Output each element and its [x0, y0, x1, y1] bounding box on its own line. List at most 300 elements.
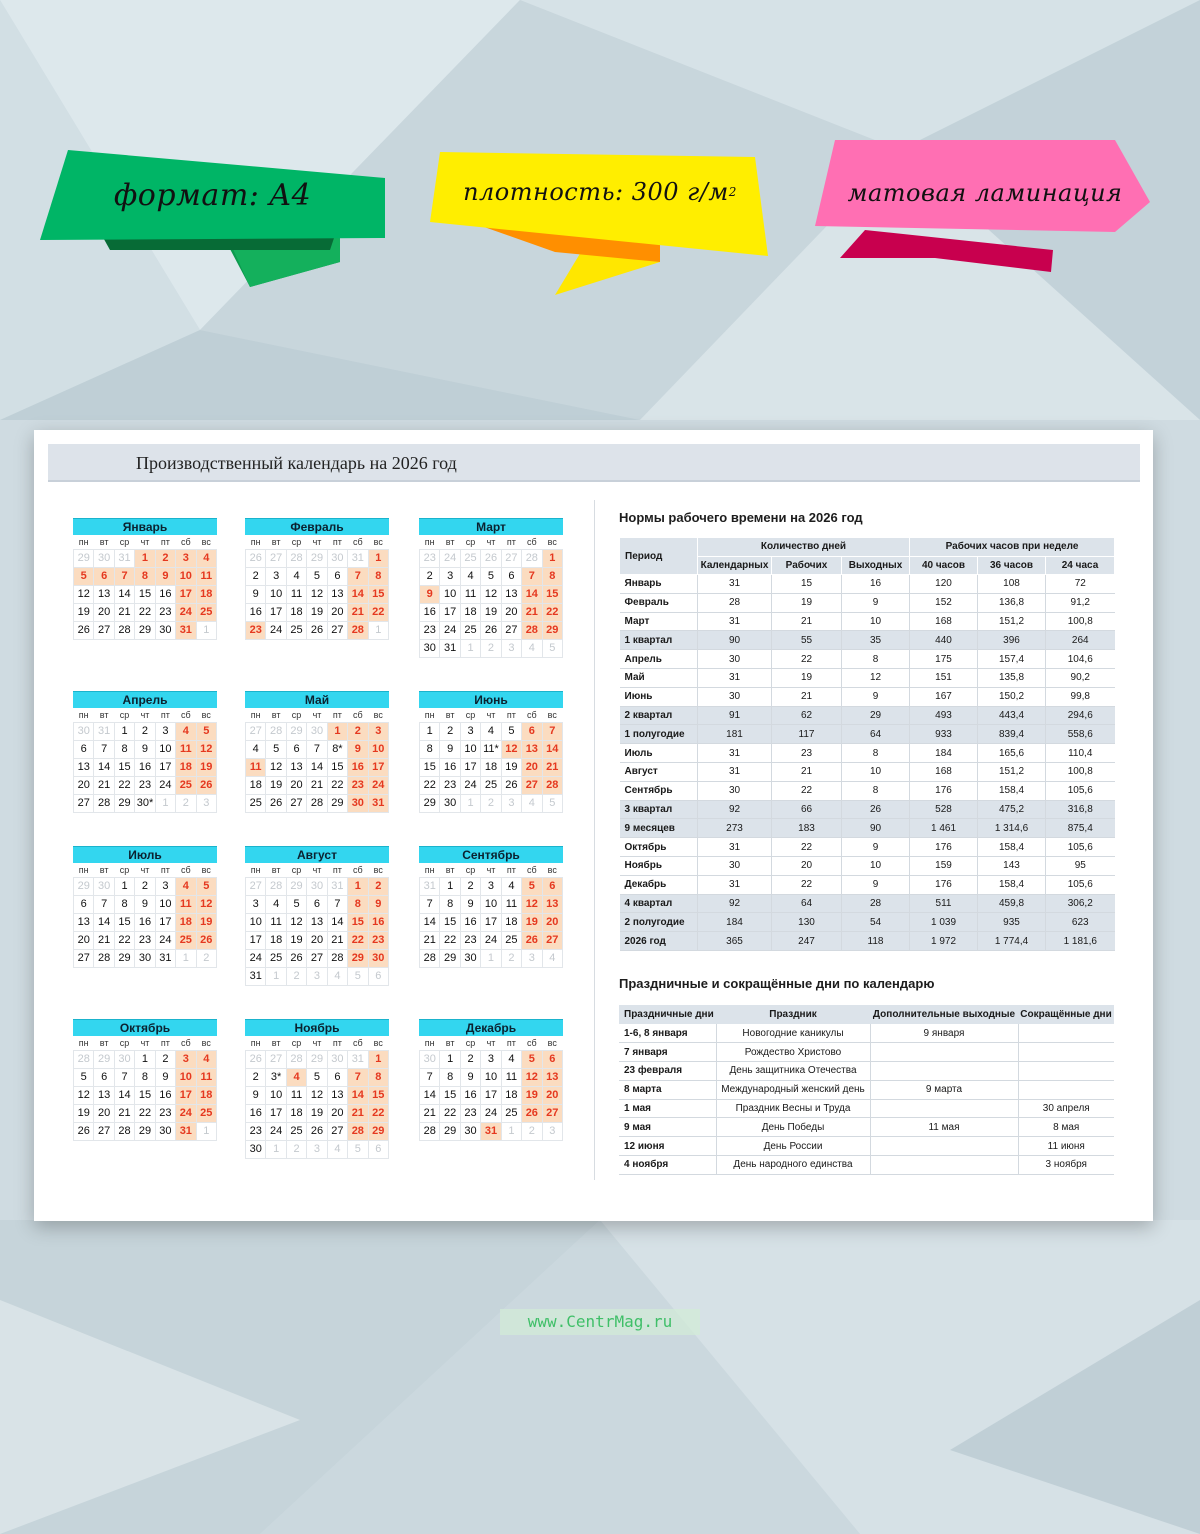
day-cell: 5: [196, 722, 216, 740]
day-cell: 7: [94, 740, 114, 758]
weekday-label: ср: [465, 1037, 476, 1048]
table-cell: 528: [910, 800, 978, 819]
day-cell: 18: [246, 776, 266, 794]
month-title: Август: [245, 846, 389, 863]
day-cell: 13: [94, 585, 114, 603]
table-cell: 3 ноября: [1018, 1156, 1114, 1175]
weekday-label: вт: [271, 864, 281, 875]
day-cell: 26: [266, 794, 286, 812]
week-row: [246, 758, 389, 776]
weekday-label: сб: [526, 1037, 537, 1048]
table-cell: 20: [772, 856, 842, 875]
week-row: [74, 895, 217, 913]
month-title: Май: [245, 691, 389, 708]
day-cell: 29: [307, 549, 327, 567]
density-superscript: 2: [728, 185, 737, 199]
day-cell: 11: [286, 1086, 306, 1104]
day-cell: 12: [196, 895, 216, 913]
weekday-label: чт: [140, 864, 150, 875]
day-cell: 5: [481, 567, 501, 585]
weekday-label: ср: [465, 536, 476, 547]
week-row: [74, 621, 217, 639]
table-cell: День России: [716, 1137, 870, 1156]
day-cell: 27: [501, 549, 521, 567]
weekday-label: сб: [352, 1037, 363, 1048]
day-cell: 19: [286, 931, 306, 949]
table-cell: 1 полугодие: [620, 725, 698, 744]
week-row: [74, 603, 217, 621]
weekday-label: вс: [547, 1037, 557, 1048]
day-cell: 2: [440, 722, 460, 740]
day-cell: 4: [481, 722, 501, 740]
day-cell: 18: [196, 1086, 216, 1104]
weekday-label: вт: [271, 1037, 281, 1048]
day-cell: 4: [522, 639, 542, 657]
table-cell: День Победы: [716, 1118, 870, 1137]
day-cell: 22: [348, 931, 368, 949]
table-cell: Международный женский день: [716, 1080, 870, 1099]
day-cell: 7: [94, 895, 114, 913]
day-cell: 19: [74, 1104, 94, 1122]
table-row: [619, 1062, 1114, 1081]
day-cell: 29: [286, 877, 306, 895]
day-cell: 17: [368, 758, 388, 776]
month-december: [419, 1019, 563, 1141]
working-time-norms-table: [619, 537, 1115, 951]
table-cell: 183: [772, 819, 842, 838]
table-cell: 19: [772, 593, 842, 612]
table-cell: 247: [772, 932, 842, 951]
day-cell: 22: [114, 776, 134, 794]
table-cell: 1-6, 8 января: [619, 1024, 716, 1043]
day-cell: 25: [246, 794, 266, 812]
day-cell: 15: [368, 1086, 388, 1104]
day-cell: 7: [114, 1068, 134, 1086]
table-cell: 1 972: [910, 932, 978, 951]
day-cell: 25: [196, 1104, 216, 1122]
table-cell: 91,2: [1046, 593, 1115, 612]
week-row: [246, 794, 389, 812]
table-cell: 92: [698, 800, 772, 819]
table-row: [620, 838, 1115, 857]
table-cell: 21: [772, 762, 842, 781]
week-row: [420, 913, 563, 931]
day-cell: 26: [307, 1122, 327, 1140]
month-title: Март: [419, 518, 563, 535]
day-cell: 19: [74, 603, 94, 621]
day-cell: 14: [522, 585, 542, 603]
weekday-label: пт: [506, 864, 516, 875]
day-cell: 19: [501, 758, 521, 776]
table-row: [619, 1156, 1114, 1175]
day-cell: 30: [155, 1122, 175, 1140]
week-row: [420, 758, 563, 776]
weekday-label: ср: [465, 864, 476, 875]
day-cell: 27: [94, 621, 114, 639]
day-cell: 20: [501, 603, 521, 621]
table-row: [620, 575, 1115, 594]
day-cell: 4: [327, 1140, 347, 1158]
day-cell: 13: [327, 585, 347, 603]
table-cell: 4 квартал: [620, 894, 698, 913]
day-cell: 8: [348, 895, 368, 913]
month-grid: [245, 1036, 389, 1159]
table-row: [619, 1118, 1114, 1137]
day-cell: 29: [348, 949, 368, 967]
day-cell: 3: [481, 1050, 501, 1068]
day-cell: 2: [135, 877, 155, 895]
table-cell: 316,8: [1046, 800, 1115, 819]
table-cell: Февраль: [620, 593, 698, 612]
table-cell: 181: [698, 725, 772, 744]
lamination-banner: [815, 140, 1155, 275]
weekday-label: вт: [445, 1037, 455, 1048]
week-row: [246, 585, 389, 603]
day-cell: 17: [155, 913, 175, 931]
day-cell: 14: [348, 585, 368, 603]
day-cell: 17: [481, 1086, 501, 1104]
table-cell: 31: [698, 762, 772, 781]
day-cell: 23: [420, 621, 440, 639]
day-cell: 27: [266, 1050, 286, 1068]
day-cell: 28: [327, 949, 347, 967]
column-header: Праздник: [716, 1005, 870, 1024]
table-cell: 117: [772, 725, 842, 744]
week-row: [420, 949, 563, 967]
table-cell: 475,2: [978, 800, 1046, 819]
weekday-label: ср: [119, 536, 130, 547]
day-cell: 16: [460, 913, 480, 931]
day-cell: 3: [196, 794, 216, 812]
table-row: [620, 932, 1115, 951]
week-row: [74, 722, 217, 740]
week-row: [246, 895, 389, 913]
table-cell: 396: [978, 631, 1046, 650]
day-cell: 27: [74, 949, 94, 967]
day-cell: 10: [266, 1086, 286, 1104]
day-cell: 17: [460, 758, 480, 776]
week-row: [246, 1140, 389, 1158]
month-grid: [73, 535, 217, 640]
weekday-label: пт: [506, 1037, 516, 1048]
table-cell: Июнь: [620, 687, 698, 706]
day-cell: 3: [155, 877, 175, 895]
weekday-label: вс: [201, 864, 211, 875]
day-cell: 14: [114, 1086, 134, 1104]
day-cell: 19: [196, 913, 216, 931]
day-cell: 9: [460, 895, 480, 913]
week-row: [246, 967, 389, 985]
day-cell: 18: [196, 585, 216, 603]
norms-title: Нормы рабочего времени на 2026 год: [619, 510, 863, 525]
table-cell: 95: [1046, 856, 1115, 875]
table-row: [620, 593, 1115, 612]
day-cell: 25: [286, 621, 306, 639]
day-cell: 5: [74, 1068, 94, 1086]
day-cell: 27: [286, 794, 306, 812]
day-cell: 19: [307, 603, 327, 621]
day-cell: 26: [522, 1104, 542, 1122]
table-cell: [870, 1156, 1018, 1175]
table-row: [620, 913, 1115, 932]
month-august: [245, 846, 389, 986]
day-cell: 7: [307, 740, 327, 758]
table-cell: 8: [842, 781, 910, 800]
day-cell: 5: [501, 722, 521, 740]
day-cell: 25: [176, 931, 196, 949]
week-row: [74, 1086, 217, 1104]
day-cell: 8: [368, 567, 388, 585]
table-cell: [870, 1062, 1018, 1081]
table-cell: 31: [698, 612, 772, 631]
week-row: [74, 567, 217, 585]
table-cell: 100,8: [1046, 612, 1115, 631]
week-row: [246, 1104, 389, 1122]
day-cell: 27: [94, 1122, 114, 1140]
day-cell: 14: [327, 913, 347, 931]
month-grid: [73, 863, 217, 968]
day-cell: 20: [94, 603, 114, 621]
weekday-row: [420, 863, 563, 877]
weekday-label: сб: [352, 709, 363, 720]
table-row: [620, 612, 1115, 631]
table-cell: 22: [772, 650, 842, 669]
table-cell: 29: [842, 706, 910, 725]
day-cell: 12: [481, 585, 501, 603]
day-cell: 3: [368, 722, 388, 740]
table-cell: 62: [772, 706, 842, 725]
day-cell: 13: [542, 895, 562, 913]
day-cell: 9: [135, 740, 155, 758]
day-cell: 3: [266, 567, 286, 585]
week-row: [420, 794, 563, 812]
month-grid: [419, 708, 563, 813]
day-cell: 21: [420, 1104, 440, 1122]
day-cell: 1: [348, 877, 368, 895]
weekday-label: чт: [312, 536, 322, 547]
weekday-label: сб: [526, 709, 537, 720]
week-row: [246, 877, 389, 895]
day-cell: 6: [327, 567, 347, 585]
day-cell: 16: [368, 913, 388, 931]
day-cell: 3*: [266, 1068, 286, 1086]
day-cell: 15: [348, 913, 368, 931]
day-cell: 31: [155, 949, 175, 967]
table-cell: 935: [978, 913, 1046, 932]
table-cell: 15: [772, 575, 842, 594]
table-cell: 1 461: [910, 819, 978, 838]
day-cell: 4: [196, 1050, 216, 1068]
day-cell: 3: [522, 949, 542, 967]
day-cell: 5: [266, 740, 286, 758]
table-cell: [870, 1043, 1018, 1062]
day-cell: 15: [440, 1086, 460, 1104]
table-row: [620, 668, 1115, 687]
column-header: Дополнительные выходные: [870, 1005, 1018, 1024]
day-cell: 11: [501, 1068, 521, 1086]
table-row: [620, 800, 1115, 819]
week-row: [246, 549, 389, 567]
day-cell: 14: [420, 913, 440, 931]
column-header: Праздничные дни: [619, 1005, 716, 1024]
weekday-label: вт: [99, 1037, 109, 1048]
day-cell: 3: [501, 639, 521, 657]
day-cell: 5: [542, 639, 562, 657]
table-cell: 23 февраля: [619, 1062, 716, 1081]
day-cell: 2: [481, 639, 501, 657]
day-cell: 20: [74, 931, 94, 949]
day-cell: 8: [114, 895, 134, 913]
day-cell: 4: [542, 949, 562, 967]
day-cell: 6: [542, 1050, 562, 1068]
day-cell: 6: [368, 967, 388, 985]
day-cell: 1: [266, 1140, 286, 1158]
day-cell: 3: [501, 794, 521, 812]
weekday-label: чт: [486, 864, 496, 875]
table-cell: Август: [620, 762, 698, 781]
day-cell: 13: [307, 913, 327, 931]
day-cell: 28: [348, 1122, 368, 1140]
day-cell: 3: [307, 1140, 327, 1158]
month-february: [245, 518, 389, 640]
table-cell: 167: [910, 687, 978, 706]
table-cell: 64: [842, 725, 910, 744]
table-cell: 264: [1046, 631, 1115, 650]
day-cell: 1: [196, 1122, 216, 1140]
table-cell: 90: [698, 631, 772, 650]
day-cell: 29: [74, 877, 94, 895]
norms-body: [620, 575, 1115, 951]
table-cell: 21: [772, 612, 842, 631]
header-24-hours: 24 часа: [1046, 556, 1115, 575]
table-cell: Ноябрь: [620, 856, 698, 875]
day-cell: 28: [74, 1050, 94, 1068]
day-cell: 11: [266, 913, 286, 931]
table-cell: [1018, 1024, 1114, 1043]
table-cell: 273: [698, 819, 772, 838]
week-row: [420, 722, 563, 740]
day-cell: 18: [460, 603, 480, 621]
day-cell: 30: [420, 639, 440, 657]
weekday-row: [420, 708, 563, 722]
table-cell: 22: [772, 781, 842, 800]
weekday-label: ср: [119, 864, 130, 875]
day-cell: 28: [420, 949, 440, 967]
header-calendar-days: Календарных: [698, 556, 772, 575]
month-april: [73, 691, 217, 813]
day-cell: 24: [176, 1104, 196, 1122]
day-cell: 22: [135, 603, 155, 621]
header-period: Период: [620, 538, 698, 575]
day-cell: 21: [94, 931, 114, 949]
day-cell: 20: [542, 1086, 562, 1104]
table-cell: 8: [842, 650, 910, 669]
day-cell: 23: [155, 1104, 175, 1122]
table-cell: [1018, 1043, 1114, 1062]
holidays-table: [619, 1005, 1114, 1175]
table-cell: 839,4: [978, 725, 1046, 744]
table-cell: 151,2: [978, 762, 1046, 781]
day-cell: 4: [286, 567, 306, 585]
day-cell: 8*: [327, 740, 347, 758]
day-cell: 10: [440, 585, 460, 603]
weekday-label: вт: [99, 864, 109, 875]
day-cell: 15: [327, 758, 347, 776]
day-cell: 30: [246, 1140, 266, 1158]
table-cell: 55: [772, 631, 842, 650]
day-cell: 23: [420, 549, 440, 567]
week-row: [74, 758, 217, 776]
day-cell: 26: [246, 1050, 266, 1068]
day-cell: 2: [286, 1140, 306, 1158]
table-cell: 110,4: [1046, 744, 1115, 763]
day-cell: 27: [307, 949, 327, 967]
month-grid: [245, 863, 389, 986]
table-cell: 105,6: [1046, 838, 1115, 857]
week-row: [246, 740, 389, 758]
day-cell: 4: [176, 877, 196, 895]
day-cell: 2: [155, 1050, 175, 1068]
day-cell: 10: [481, 1068, 501, 1086]
day-cell: 9: [246, 1086, 266, 1104]
weekday-label: пн: [78, 709, 89, 720]
day-cell: 11: [460, 585, 480, 603]
table-cell: День народного единства: [716, 1156, 870, 1175]
table-cell: 440: [910, 631, 978, 650]
table-row: [620, 894, 1115, 913]
day-cell: 12: [196, 740, 216, 758]
day-cell: 30: [307, 722, 327, 740]
weekday-label: чт: [486, 709, 496, 720]
week-row: [74, 1068, 217, 1086]
weekday-label: вс: [373, 864, 383, 875]
day-cell: 7: [348, 1068, 368, 1086]
day-cell: 23: [135, 931, 155, 949]
table-cell: 158,4: [978, 875, 1046, 894]
day-cell: 1: [460, 639, 480, 657]
weekday-label: сб: [180, 709, 191, 720]
day-cell: 10: [481, 895, 501, 913]
day-cell: 24: [266, 621, 286, 639]
table-cell: 11 мая: [870, 1118, 1018, 1137]
header-hours: Рабочих часов при неделе: [910, 538, 1115, 557]
month-july: [73, 846, 217, 968]
week-row: [246, 776, 389, 794]
table-cell: 8: [842, 744, 910, 763]
day-cell: 13: [501, 585, 521, 603]
table-cell: 9: [842, 687, 910, 706]
day-cell: 1: [481, 949, 501, 967]
day-cell: 30: [307, 877, 327, 895]
day-cell: 19: [307, 1104, 327, 1122]
day-cell: 23: [348, 776, 368, 794]
month-title: Сентябрь: [419, 846, 563, 863]
table-cell: 118: [842, 932, 910, 951]
day-cell: 12: [307, 585, 327, 603]
week-row: [74, 585, 217, 603]
weekday-label: вт: [445, 864, 455, 875]
day-cell: 1: [114, 877, 134, 895]
table-cell: 136,8: [978, 593, 1046, 612]
day-cell: 14: [542, 740, 562, 758]
weekday-label: пт: [160, 709, 170, 720]
weekday-label: пн: [78, 1037, 89, 1048]
day-cell: 15: [440, 913, 460, 931]
table-cell: 35: [842, 631, 910, 650]
day-cell: 30: [327, 1050, 347, 1068]
week-row: [420, 567, 563, 585]
table-cell: 22: [772, 838, 842, 857]
